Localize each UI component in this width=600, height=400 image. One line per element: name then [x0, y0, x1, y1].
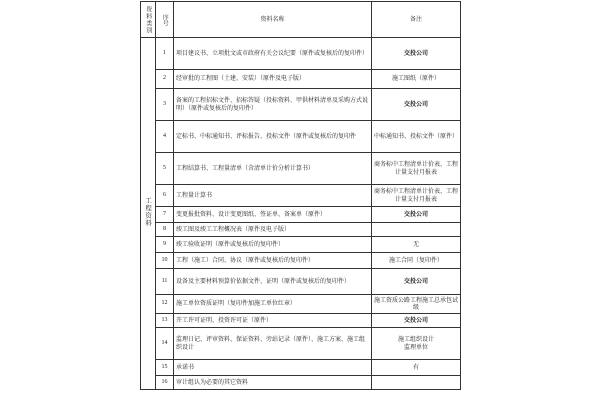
table-row	[141, 223, 461, 237]
table-row	[141, 314, 461, 328]
table-row	[141, 38, 461, 70]
material-name: 审计组认为必要的其它资料	[174, 376, 372, 390]
header-seq: 序号	[156, 2, 174, 38]
row-number: 14	[156, 328, 174, 360]
material-name: 施工单位资质证明（复印件加施工单位红章）	[174, 295, 372, 314]
table-row	[141, 207, 461, 223]
material-name: 工程（施工）合同、协议（原件或复核后的复印件）	[174, 253, 372, 269]
row-number: 13	[156, 314, 174, 328]
table-row	[141, 376, 461, 390]
row-number: 15	[156, 360, 174, 376]
table-row	[141, 295, 461, 314]
header-name: 资料名称	[174, 2, 372, 38]
table-row	[141, 121, 461, 153]
material-name: 工程结算书、工程量清单（含清单计价分析计算书）	[174, 153, 372, 185]
row-number: 8	[156, 223, 174, 237]
category-label: 工程资料	[144, 197, 153, 228]
header-row	[141, 2, 461, 38]
material-name: 项目建议书、立项批文或市政府有关会议纪要（原件或复核后的复印件）	[174, 38, 372, 70]
material-note: 商务标中工程清单计价表、工程计量支付月报表	[372, 153, 461, 185]
material-note: 交投公司	[372, 38, 461, 70]
material-name: 经审批的工程图（土建、安装）（原件及电子版）	[174, 70, 372, 89]
material-note: 有	[372, 360, 461, 376]
table-body	[141, 38, 461, 390]
row-number: 4	[156, 121, 174, 153]
material-note: 无	[372, 237, 461, 253]
material-name: 开工许可证明、投资许可证（原件）	[174, 314, 372, 328]
row-number: 16	[156, 376, 174, 390]
row-number: 11	[156, 269, 174, 295]
row-number: 1	[156, 38, 174, 70]
material-name: 竣工验收证明（原件或复核后的复印件）	[174, 237, 372, 253]
material-name: 设备及主要材料预算价依据文件、证明（原件或复核后的复印件）	[174, 269, 372, 295]
table-row	[141, 269, 461, 295]
row-number: 3	[156, 89, 174, 121]
material-note: 交投公司	[372, 207, 461, 223]
material-name: 工程量计算书	[174, 185, 372, 207]
row-number: 6	[156, 185, 174, 207]
material-note: 交投公司	[372, 314, 461, 328]
material-note: 施工资质公路工程施工总承包试级	[372, 295, 461, 314]
material-note	[372, 376, 461, 390]
row-number: 10	[156, 253, 174, 269]
table-row	[141, 253, 461, 269]
material-note: 交投公司	[372, 89, 461, 121]
table-row	[141, 153, 461, 185]
material-name: 定标书、中标通知书、评标报告、投标文件（原件或复核后的复印件	[174, 121, 372, 153]
material-note: 施工合同（复印件）	[372, 253, 461, 269]
material-name: 承诺书	[174, 360, 372, 376]
material-name: 变更报批资料、设计变更图纸、签证单、备案单（原件）	[174, 207, 372, 223]
material-note: 施工组织设计 监理单位	[372, 328, 461, 360]
material-note: 施工图纸（原件）	[372, 70, 461, 89]
row-number: 2	[156, 70, 174, 89]
row-number: 12	[156, 295, 174, 314]
material-name: 监理日记、评审资料、保证资料、旁站记录（原件）、施工方案、施工组织设计	[174, 328, 372, 360]
table-row	[141, 237, 461, 253]
table-row	[141, 185, 461, 207]
table-row	[141, 360, 461, 376]
category-cell	[141, 38, 156, 390]
header-category: 资料类别	[141, 2, 156, 38]
row-number: 5	[156, 153, 174, 185]
materials-table	[140, 1, 461, 390]
material-name: 备案的工程招标文件、招标答疑（投标资料、甲供材料清单及采购方式说明）（原件或复核后的复印件）	[174, 89, 372, 121]
material-note: 中标通知书、投标文件（原件）	[372, 121, 461, 153]
row-number: 7	[156, 207, 174, 223]
table-row	[141, 328, 461, 360]
material-note: 交投公司	[372, 269, 461, 295]
row-number: 9	[156, 237, 174, 253]
table-row	[141, 89, 461, 121]
header-note: 备注	[372, 2, 461, 38]
material-note: 商务标中工程清单计价表、工程计量支付月报表	[372, 185, 461, 207]
table-row	[141, 70, 461, 89]
material-note	[372, 223, 461, 237]
material-name: 竣工图及竣工工程概况表（原件及电子版）	[174, 223, 372, 237]
